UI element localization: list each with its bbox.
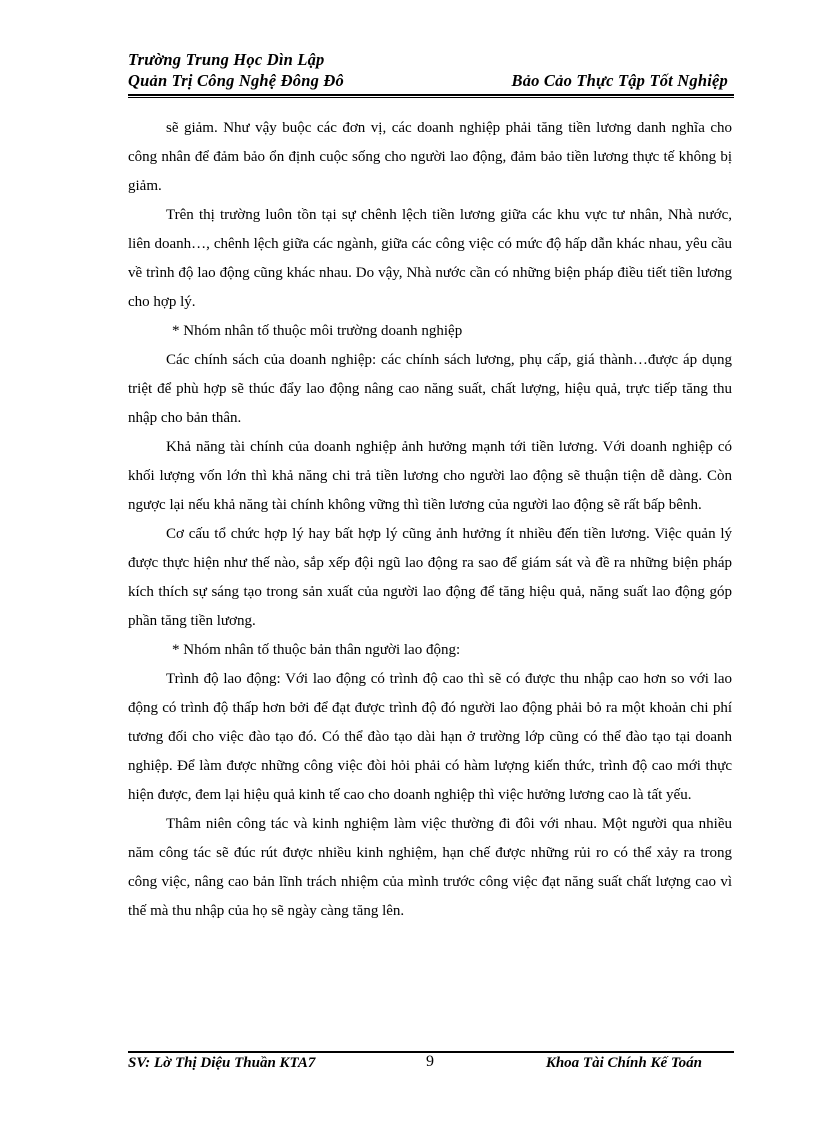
header-school-name: Trường Trung Học Dìn Lập bbox=[128, 50, 325, 69]
paragraph: Các chính sách của doanh nghiệp: các chính sách lương, phụ cấp, giá thành…được áp dụng triệt để phù hợp sẽ thúc đẩy lao động nâng cao năng suất, chất lượng, hiệu quả, trực tiếp tăng thu nhập cho bản thân. bbox=[128, 352, 732, 426]
footer-department: Khoa Tài Chính Kế Toán bbox=[545, 1055, 702, 1071]
header-rule-thin bbox=[128, 97, 734, 98]
header-line-2 bbox=[128, 71, 734, 91]
header-rule bbox=[128, 94, 734, 96]
paragraph: Khả năng tài chính của doanh nghiệp ảnh hưởng mạnh tới tiền lương. Với doanh nghiệp có khối lượng vốn lớn thì khả năng chi trả tiền lương cho người lao động sẽ thuận tiện dễ dàng. Còn ngược lại nếu khả năng tài chính không vững thì tiền lương của người lao động sẽ rất bấp bênh. bbox=[128, 439, 732, 513]
header-faculty: Quản Trị Công Nghệ Đông Đô bbox=[128, 71, 344, 90]
paragraph: Thâm niên công tác và kinh nghiệm làm việc thường đi đôi với nhau. Một người qua nhiều năm công tác sẽ đúc rút được nhiều kinh nghiệm, hạn chế được những rủi ro có thể xảy ra trong công việc, nâng cao bản lĩnh trách nhiệm của mình trước công việc đạt năng suất chất lượng cao vì thế mà thu nhập của họ sẽ ngày càng tăng lên. bbox=[128, 816, 732, 919]
paragraph: Cơ cấu tổ chức hợp lý hay bất hợp lý cũng ảnh hưởng ít nhiều đến tiền lương. Việc quản lý được thực hiện như thế nào, sắp xếp đội ngũ lao động ra sao để giám sát và đề ra những biện pháp kích thích sự sáng tạo trong sản xuất của người lao động để tăng hiệu quả, năng suất lao động góp phần tăng tiền lương. bbox=[128, 526, 732, 629]
document-body bbox=[128, 114, 732, 926]
paragraph: Trình độ lao động: Với lao động có trình độ cao thì sẽ có được thu nhập cao hơn so với lao động có trình độ thấp hơn bởi để đạt được trình độ đó người lao động phải bỏ ra một khoản chi phí tương đối cho việc đào tạo đó. Có thể đào tạo dài hạn ở trường lớp cũng có thể đào tạo tại doanh nghiệp. Để làm được những công việc đòi hỏi phải có hàm lượng kiến thức, trình độ cao mới thực hiện được, đem lại hiệu quả kinh tế cao cho doanh nghiệp thì việc hưởng lương cao là tất yếu. bbox=[128, 671, 732, 803]
section-heading: * Nhóm nhân tố thuộc bản thân người lao động: bbox=[172, 642, 461, 658]
header-report-title: Bảo Cảo Thực Tập Tốt Nghiệp bbox=[511, 71, 728, 90]
footer-student: SV: Lờ Thị Diệu Thuần KTA7 bbox=[128, 1055, 316, 1071]
paragraph: Trên thị trường luôn tồn tại sự chênh lệch tiền lương giữa các khu vực tư nhân, Nhà nước, liên doanh…, chênh lệch giữa các ngành, giữa các công việc có mức độ hấp dẫn khác nhau, yêu cầu về trình độ lao động cũng khác nhau. Do vậy, Nhà nước cần có những biện pháp điều tiết tiền lương cho hợp lý. bbox=[128, 207, 732, 310]
section-heading: * Nhóm nhân tố thuộc môi trường doanh nghiệp bbox=[172, 323, 463, 339]
paragraph: sẽ giảm. Như vậy buộc các đơn vị, các doanh nghiệp phải tăng tiền lương danh nghĩa cho công nhân để đảm bảo ổn định cuộc sống cho người lao động, đảm bảo tiền lương thực tế không bị giảm. bbox=[128, 120, 732, 194]
page-number: 9 bbox=[426, 1053, 434, 1070]
